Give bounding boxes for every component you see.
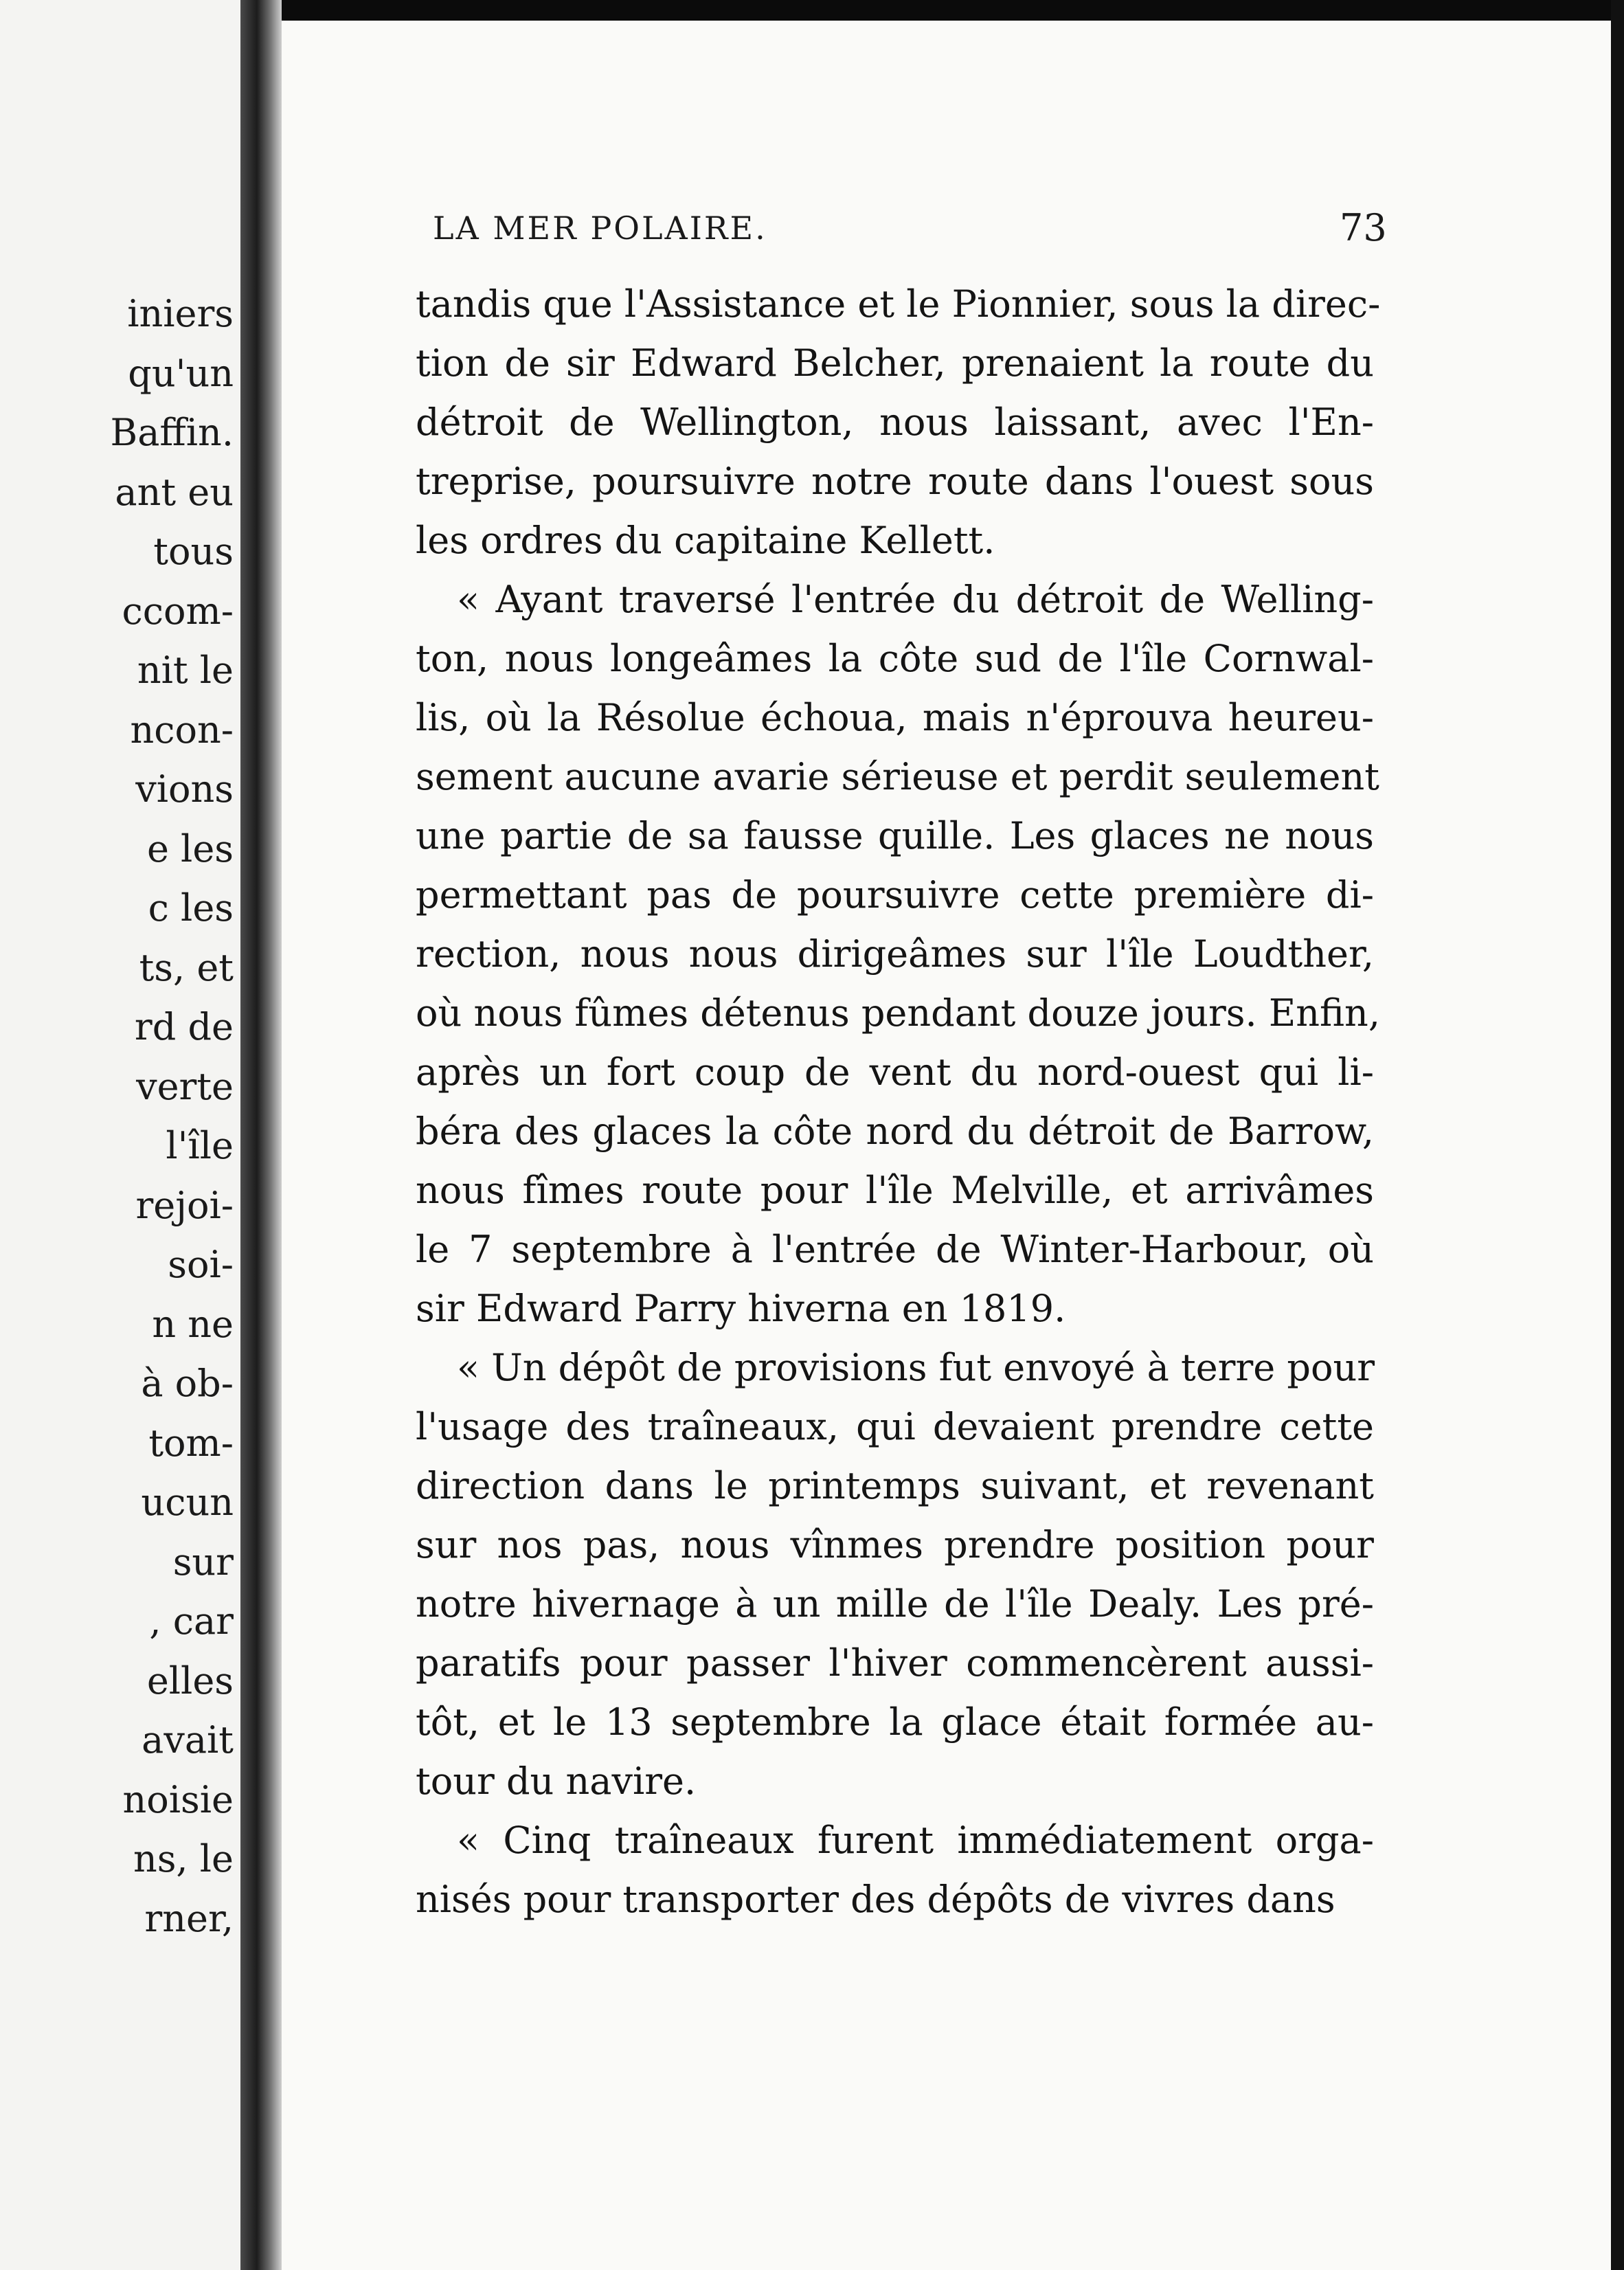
text-line: nous fîmes route pour l'île Melville, et arrivâmes [416, 1169, 1374, 1212]
text-line: permettant pas de poursuivre cette première di- [416, 873, 1374, 917]
text-line: tandis que l'Assistance et le Pionnier, sous la direc- [416, 282, 1381, 326]
facing-page-line: ns, le [133, 1837, 234, 1880]
text-line: tôt, et le 13 septembre la glace était formée au- [416, 1700, 1374, 1744]
facing-page-line: ccom- [122, 589, 234, 633]
facing-page [0, 0, 240, 2270]
facing-page-line: nit le [137, 649, 234, 692]
text-line: une partie de sa fausse quille. Les glaces ne nous [416, 814, 1374, 857]
text-line: nisés pour transporter des dépôts de vivres dans [416, 1878, 1335, 1921]
text-line: direction dans le printemps suivant, et revenant [416, 1464, 1374, 1507]
text-line: treprise, poursuivre notre route dans l'ouest sous [416, 460, 1374, 503]
facing-page-line: tom- [148, 1421, 234, 1465]
facing-page-line: sur [172, 1540, 234, 1584]
facing-page-line: rd de [134, 1005, 234, 1048]
facing-page-line: noisie [122, 1777, 234, 1821]
running-head: LA MER POLAIRE. [433, 210, 767, 247]
body-text [416, 275, 1381, 1929]
facing-page-line: elles [146, 1659, 234, 1702]
text-line: rection, nous nous dirigeâmes sur l'île Loudther, [416, 932, 1374, 976]
facing-page-line: rejoi- [135, 1183, 234, 1227]
facing-page-line: avait [142, 1718, 234, 1762]
facing-page-line: c les [148, 886, 234, 930]
facing-page-line: ts, et [139, 945, 234, 989]
facing-page-line: l'île [166, 1124, 234, 1167]
text-line: sir Edward Parry hiverna en 1819. [416, 1287, 1066, 1330]
facing-page-line: ncon- [130, 708, 234, 752]
text-line: le 7 septembre à l'entrée de Winter-Harbour, où [416, 1228, 1374, 1271]
facing-page-line: rner, [144, 1896, 234, 1940]
text-line: après un fort coup de vent du nord-ouest qui li- [416, 1050, 1374, 1094]
scan-border [1611, 0, 1624, 2270]
facing-page-line: ucun [141, 1481, 234, 1524]
facing-page-line: à ob- [141, 1362, 234, 1405]
text-line: où nous fûmes détenus pendant douze jours. Enfin, [416, 991, 1380, 1035]
text-line: paratifs pour passer l'hiver commencèrent aussi- [416, 1641, 1374, 1685]
text-line: sur nos pas, nous vînmes prendre position pour [416, 1523, 1374, 1566]
facing-page-line: e les [146, 827, 234, 870]
page-number: 73 [1340, 206, 1387, 249]
facing-page-line: qu'un [128, 351, 234, 395]
text-line: « Ayant traversé l'entrée du détroit de Welling- [457, 578, 1374, 621]
facing-page-line: iniers [127, 292, 234, 335]
text-line: sement aucune avarie sérieuse et perdit seulement [416, 755, 1379, 798]
facing-page-line: n ne [152, 1302, 234, 1346]
text-line: l'usage des traîneaux, qui devaient prendre cette [416, 1405, 1374, 1448]
facing-page-line: , car [149, 1599, 234, 1643]
text-line: « Un dépôt de provisions fut envoyé à terre pour [457, 1346, 1375, 1389]
text-line: ton, nous longeâmes la côte sud de l'île Cornwal- [416, 637, 1374, 680]
text-line: notre hivernage à un mille de l'île Dealy. Les pré- [416, 1582, 1374, 1626]
facing-page-line: verte [136, 1064, 234, 1108]
facing-page-line: soi- [168, 1243, 234, 1286]
text-line: détroit de Wellington, nous laissant, avec l'En- [416, 401, 1374, 444]
book-gutter [240, 0, 282, 2270]
facing-page-line: ant eu [115, 470, 234, 514]
text-line: béra des glaces la côte nord du détroit de Barrow, [416, 1110, 1374, 1153]
facing-page-line: vions [135, 767, 234, 811]
text-line: tion de sir Edward Belcher, prenaient la route du [416, 341, 1374, 385]
text-line: lis, où la Résolue échoua, mais n'éprouva heureu- [416, 696, 1374, 739]
text-line: « Cinq traîneaux furent immédiatement orga- [457, 1819, 1374, 1862]
text-line: tour du navire. [416, 1760, 697, 1803]
text-line: les ordres du capitaine Kellett. [416, 519, 995, 562]
facing-page-line: tous [153, 530, 234, 573]
facing-page-line: Baffin. [110, 411, 234, 454]
